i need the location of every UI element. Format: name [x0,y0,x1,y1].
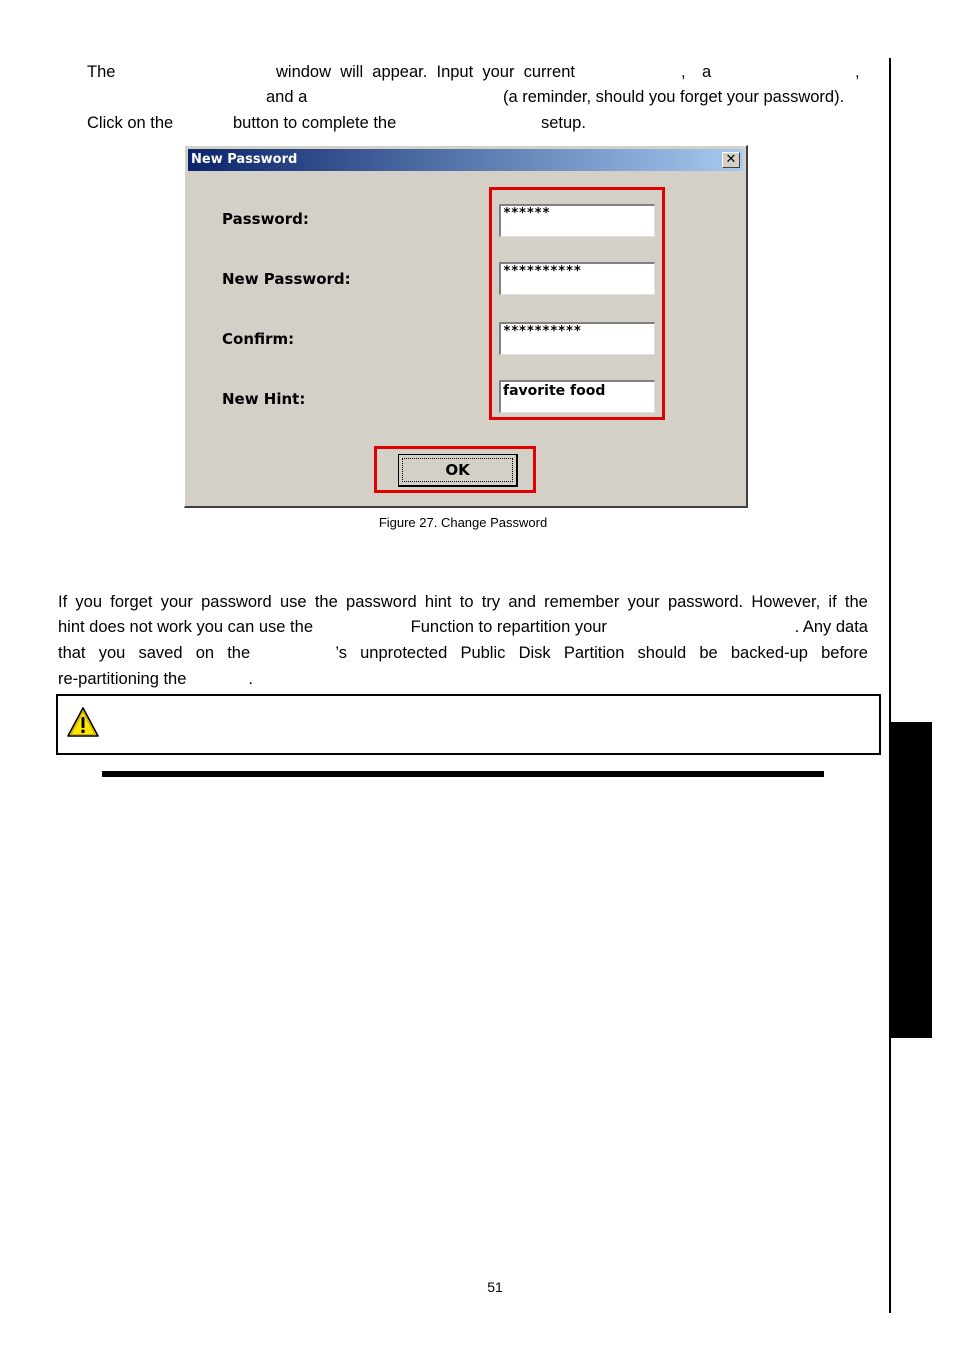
section-divider [102,771,824,777]
paragraph-text: hint does not work you can use the [58,618,313,637]
paragraph-word: forget [110,592,153,611]
paragraph-word: the [844,592,868,611]
forget-password-paragraph [58,589,868,691]
new-password-label: New Password: [222,270,351,288]
password-label: Password: [222,210,309,228]
paragraph-text: . Any data [794,618,868,637]
paragraph-text: Function to repartition your [410,618,607,637]
paragraph-word: to [459,592,474,611]
paragraph-word: hint [424,592,452,611]
intro-text: and a [266,88,308,106]
new-hint-label: New Hint: [222,390,306,408]
paragraph-word: if [828,592,837,611]
paragraph-word: Disk [518,643,551,662]
intro-text: Click on the [87,114,174,132]
paragraph-line [58,589,868,615]
dialog-titlebar [188,149,743,171]
paragraph-text: re-partitioning the [58,669,187,688]
new-hint-field[interactable]: favorite food [499,380,655,413]
paragraph-word: and [508,592,536,611]
paragraph-word: password. [667,592,744,611]
intro-text: button to complete the [233,114,397,132]
paragraph-word: saved [138,643,183,662]
dialog-title: New Password [191,152,298,167]
paragraph-word: your [627,592,660,611]
paragraph-word: before [821,643,868,662]
figure-caption: Figure 27. Change Password [378,515,548,530]
paragraph-line [58,615,868,641]
paragraph-word: be [699,643,718,662]
paragraph-word: ’s [335,643,347,662]
paragraph-word: on [195,643,215,662]
paragraph-word: Public [460,643,506,662]
paragraph-word: try [481,592,501,611]
paragraph-line [58,640,868,666]
paragraph-word: you [98,643,126,662]
intro-text: , [681,63,686,81]
paragraph-word: should [637,643,687,662]
warning-triangle-icon [66,706,100,745]
paragraph-word: your [160,592,193,611]
ok-button-label: OK [402,458,513,482]
paragraph-word: password [346,592,417,611]
paragraph-word: unprotected [360,643,448,662]
intro-text: window will appear. Input your current [276,63,575,81]
close-icon: ✕ [725,152,737,167]
paragraph-word: that [58,643,86,662]
intro-text: a [702,63,712,81]
warning-box [56,694,881,755]
intro-text: The [87,63,116,81]
password-field[interactable]: ****** [499,204,655,237]
confirm-label: Confirm: [222,330,295,348]
fields-highlight-box [489,187,665,420]
paragraph-word: If [58,592,68,611]
paragraph-word: the [314,592,338,611]
right-margin-rule [889,58,891,1313]
confirm-field[interactable]: ********** [499,322,655,355]
page-number: 51 [487,1279,503,1295]
paragraph-word: the [227,643,251,662]
intro-text: setup. [541,114,586,132]
paragraph-word: use [279,592,307,611]
paragraph-word: you [75,592,103,611]
new-password-dialog [184,145,748,508]
intro-text: (a reminder, should you forget your password). [503,88,845,106]
paragraph-word: backed-up [730,643,808,662]
close-button[interactable] [722,152,740,168]
chapter-tab [891,722,932,1038]
paragraph-line [58,666,868,692]
paragraph-word: Partition [563,643,625,662]
paragraph-word: password [201,592,272,611]
ok-button[interactable] [398,454,518,487]
paragraph-text: . [248,669,254,688]
intro-text: , [855,63,860,81]
new-password-field[interactable]: ********** [499,262,655,295]
paragraph-word: remember [544,592,620,611]
paragraph-word: However, [751,592,821,611]
